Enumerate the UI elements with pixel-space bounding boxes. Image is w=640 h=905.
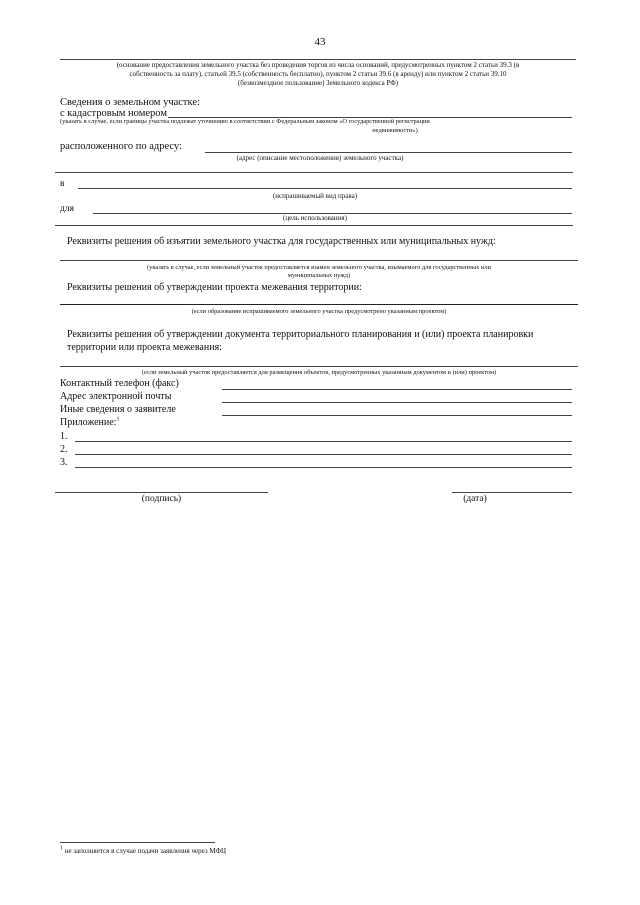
basis-note-1: (основание предоставления земельного участка без проведения торгов из числа оснований, предусмотренных пунктом 2 статьи 39.3 (в: [116, 61, 520, 69]
in-label: в: [60, 179, 65, 189]
separator-line: [55, 172, 573, 173]
cadastral-label: с кадастровым номером: [60, 108, 167, 119]
purpose-caption: (цель использования): [283, 214, 347, 222]
right-caption: (испрашиваемый вид права): [272, 192, 358, 200]
seizure-note-1: (указать в случае, если земельный участок предоставляется взамен земельного участка, изымаемого для государственных или: [147, 264, 491, 271]
attachment-label: [60, 417, 119, 429]
address-label: расположенного по адресу:: [60, 141, 182, 152]
separator-line-2: [55, 225, 573, 226]
planning-field-line[interactable]: [60, 366, 578, 367]
for-label: для: [60, 204, 74, 214]
address-caption: (адрес (описание местоположения) земельного участка): [236, 154, 404, 162]
email-label: Адрес электронной почты: [60, 391, 172, 402]
attachment-item-1: 1.: [60, 431, 68, 442]
basis-note-3: (безвозмездное пользование) Земельного кодекса РФ): [237, 79, 399, 87]
planning-heading-2: территории или проекта межевания:: [67, 342, 222, 353]
right-field-line[interactable]: [78, 188, 572, 189]
seizure-note-2: муниципальных нужд): [287, 272, 351, 279]
survey-note: (если образование испрашиваемого земельного участка предусмотрено указанным проектом): [191, 308, 447, 315]
footnote: [60, 847, 226, 856]
page-number: 43: [314, 36, 326, 48]
seizure-field-line[interactable]: [60, 260, 578, 261]
address-field-line[interactable]: [205, 152, 572, 153]
footnote-text: не заполняется в случае подачи заявления через МФЦ: [63, 847, 227, 855]
planning-heading-1: Реквизиты решения об утверждении документа территориального планирования и (или) проекта планировки: [67, 329, 534, 340]
survey-field-line[interactable]: [60, 304, 578, 305]
basis-line: [60, 59, 576, 60]
attachment-item-2: 2.: [60, 444, 68, 455]
date-caption: (дата): [463, 494, 487, 504]
land-info-heading: Сведения о земельном участке:: [60, 97, 200, 108]
clarify-note-2: недвижимости»): [372, 127, 418, 134]
signature-caption: (подпись): [141, 494, 182, 504]
footnote-separator: [60, 842, 215, 843]
planning-note: (если земельный участок предоставляется для размещения объектов, предусмотренных указанным документом и (или) проектом): [141, 369, 497, 376]
attachment-label-text: Приложение:: [60, 417, 117, 428]
seizure-heading: Реквизиты решения об изъятии земельного участка для государственных или муниципальных нужд:: [67, 236, 496, 247]
other-info-field[interactable]: [222, 415, 572, 416]
footnote-mark: 1: [60, 845, 63, 852]
attachment-field-2[interactable]: [75, 454, 572, 455]
email-field[interactable]: [222, 402, 572, 403]
contact-phone-field[interactable]: [222, 389, 572, 390]
attachment-field-1[interactable]: [75, 441, 572, 442]
attachment-field-3[interactable]: [75, 467, 572, 468]
attachment-footnote-mark: 1: [116, 416, 120, 423]
attachment-item-3: 3.: [60, 457, 68, 468]
survey-heading: Реквизиты решения об утверждении проекта межевания территории:: [67, 282, 362, 293]
clarify-note-1: (указать в случае, если границы участка подлежат уточнению в соответствии с Федеральным законом «О государственной регистрации: [60, 118, 430, 125]
basis-note-2: собственность за плату), статьей 39.5 (собственность бесплатно), пунктом 2 статьи 39.6 (в аренду) или пунктом 2 статьи 39.10: [129, 70, 507, 78]
other-info-label: Иные сведения о заявителе: [60, 404, 176, 415]
contact-phone-label: Контактный телефон (факс): [60, 378, 179, 389]
